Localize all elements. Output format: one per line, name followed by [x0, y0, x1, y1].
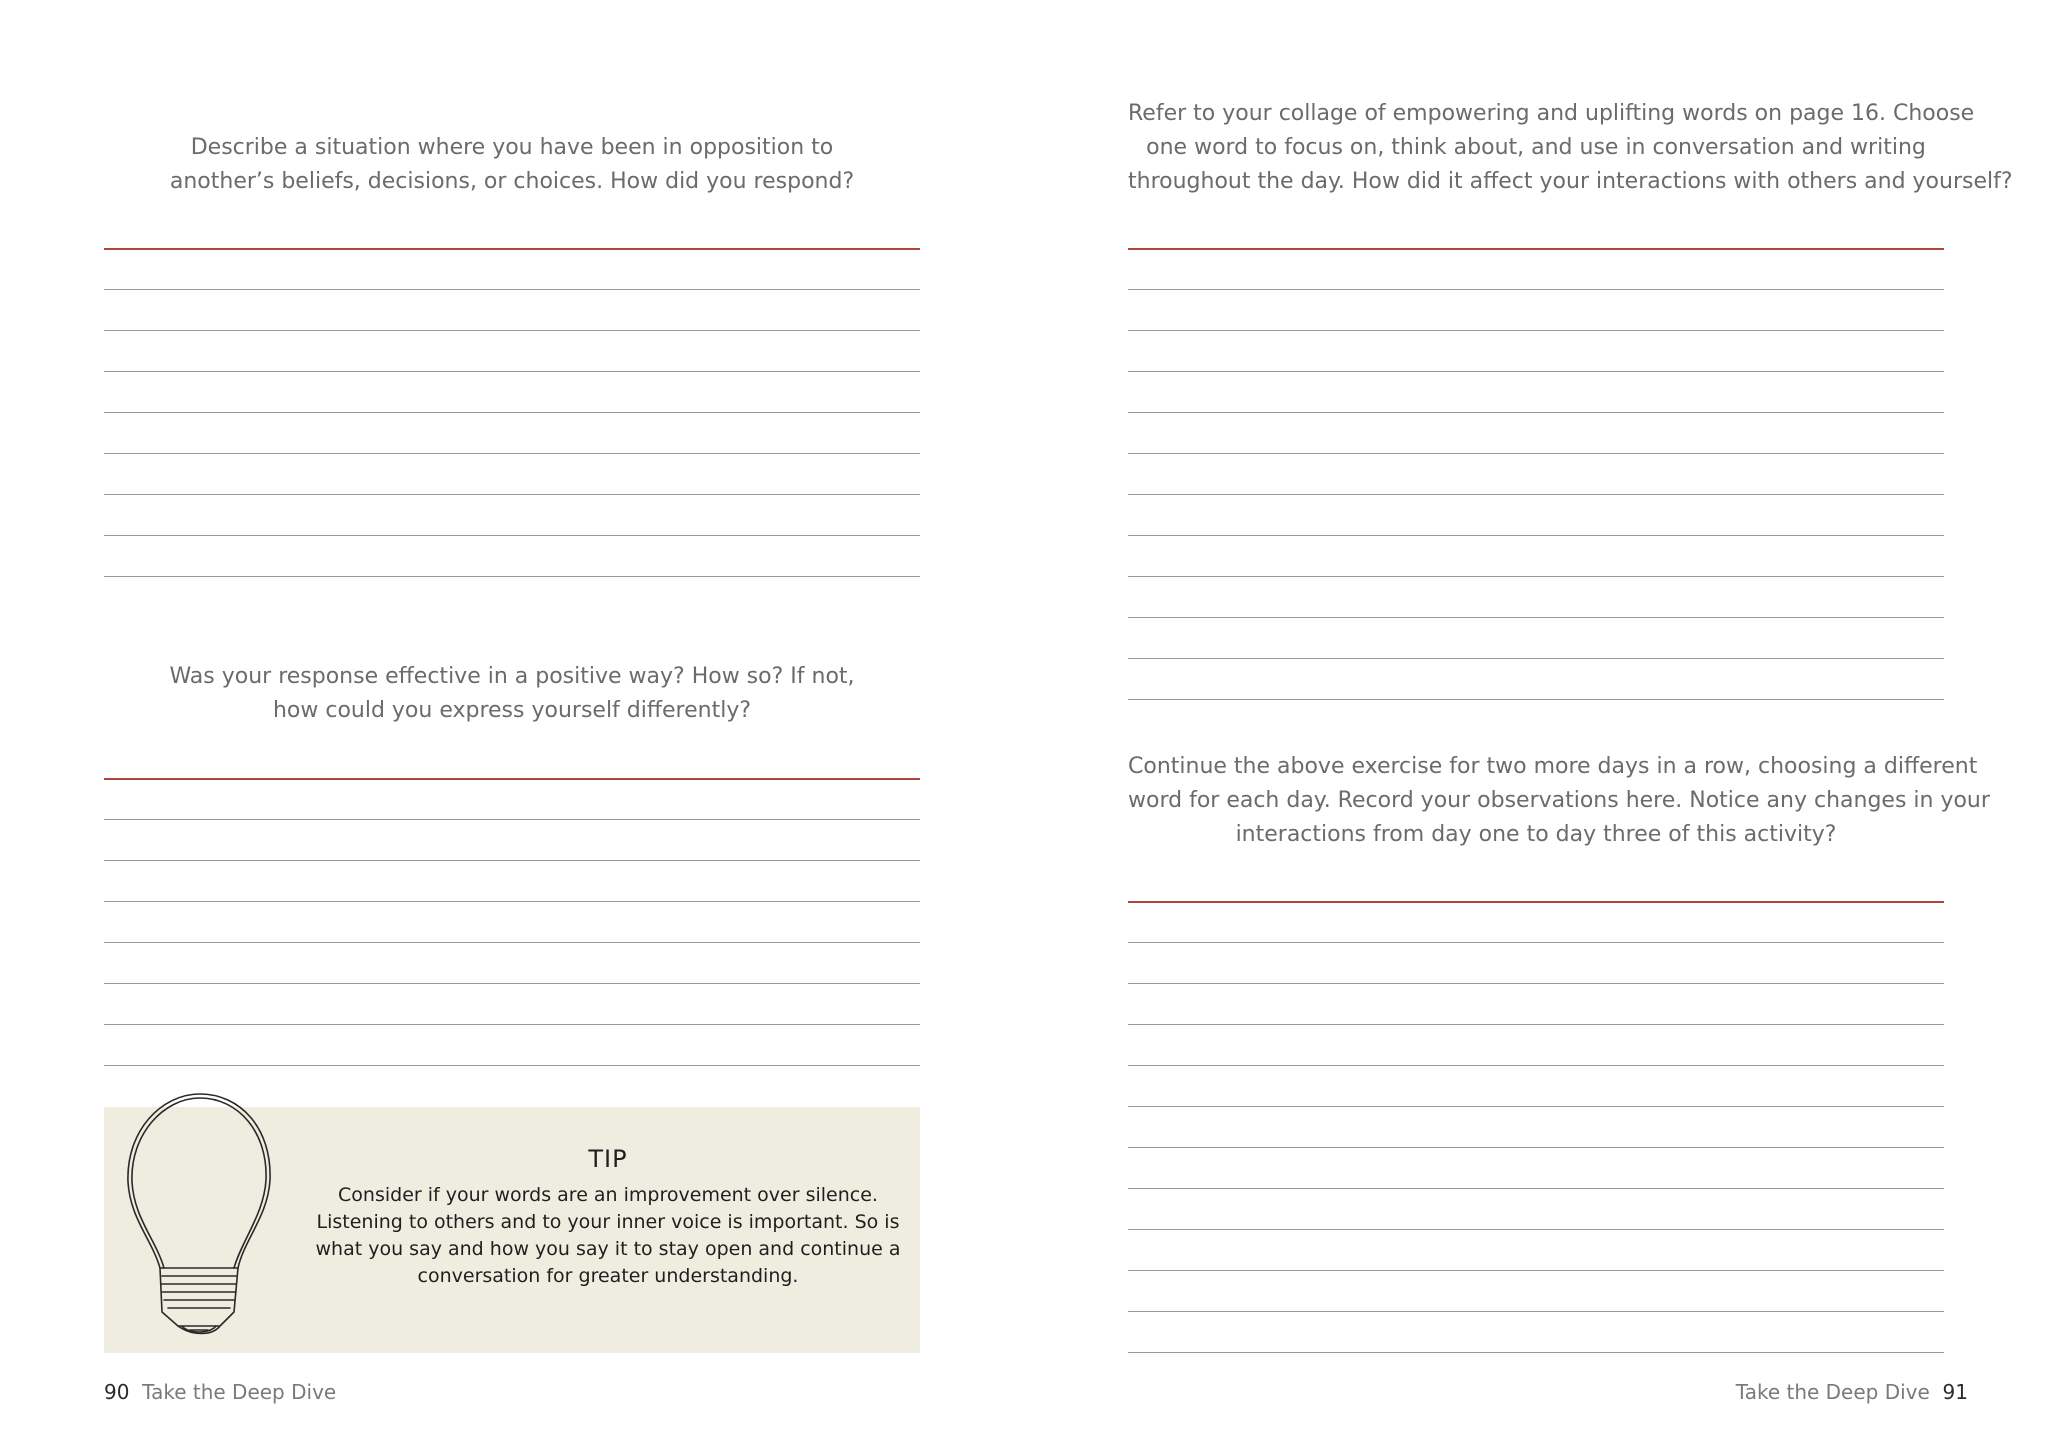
- page-number: 90: [104, 1380, 130, 1404]
- writing-line: [104, 330, 920, 331]
- writing-line: [1128, 699, 1944, 700]
- accent-rule: [1128, 248, 1944, 250]
- tip-line: Listening to others and to your inner voice is important. So is: [316, 1211, 900, 1233]
- accent-rule: [1128, 901, 1944, 903]
- writing-line: [1128, 1147, 1944, 1148]
- accent-rule: [104, 778, 920, 780]
- right-writing-area-2[interactable]: [1128, 901, 1944, 1355]
- writing-line: [104, 1024, 920, 1025]
- writing-line: [1128, 289, 1944, 290]
- writing-line: [104, 535, 920, 536]
- left-writing-area-2[interactable]: [104, 778, 920, 1068]
- left-prompt-1: [104, 131, 920, 199]
- tip-title: TIP: [588, 1145, 628, 1173]
- prompt-line: word for each day. Record your observations here. Notice any changes in your: [1128, 788, 1990, 813]
- tip-line: conversation for greater understanding.: [417, 1265, 799, 1287]
- left-prompt-2: [104, 660, 920, 728]
- writing-line: [104, 819, 920, 820]
- right-prompt-1: [1128, 97, 2013, 199]
- writing-line: [104, 942, 920, 943]
- accent-rule: [104, 248, 920, 250]
- writing-line: [1128, 330, 1944, 331]
- left-footer: [104, 1380, 336, 1404]
- page-number: 91: [1942, 1380, 1968, 1404]
- writing-line: [1128, 494, 1944, 495]
- running-title: Take the Deep Dive: [142, 1380, 337, 1404]
- writing-line: [1128, 453, 1944, 454]
- writing-line: [1128, 412, 1944, 413]
- writing-line: [1128, 1106, 1944, 1107]
- writing-line: [1128, 942, 1944, 943]
- writing-line: [1128, 1311, 1944, 1312]
- right-page: [1024, 0, 2048, 1452]
- prompt-line: throughout the day. How did it affect your interactions with others and yourself?: [1128, 169, 2013, 194]
- prompt-line: one word to focus on, think about, and use in conversation and writing: [1146, 135, 1926, 160]
- writing-line: [104, 860, 920, 861]
- writing-line: [104, 412, 920, 413]
- right-footer: [1736, 1380, 1968, 1404]
- prompt-line: Was your response effective in a positive way? How so? If not,: [169, 664, 855, 689]
- writing-line: [1128, 1065, 1944, 1066]
- writing-line: [1128, 535, 1944, 536]
- writing-line: [104, 371, 920, 372]
- prompt-line: Continue the above exercise for two more days in a row, choosing a different: [1128, 754, 1978, 779]
- writing-line: [104, 1065, 920, 1066]
- writing-line: [104, 453, 920, 454]
- left-writing-area-1[interactable]: [104, 248, 920, 578]
- writing-line: [1128, 1270, 1944, 1271]
- writing-line: [1128, 658, 1944, 659]
- prompt-line: how could you express yourself differently?: [272, 698, 752, 723]
- right-writing-area-1[interactable]: [1128, 248, 1944, 702]
- writing-line: [104, 576, 920, 577]
- right-prompt-2: [1128, 750, 1990, 852]
- writing-line: [104, 289, 920, 290]
- writing-line: [1128, 1188, 1944, 1189]
- prompt-line: Describe a situation where you have been in opposition to: [190, 135, 834, 160]
- prompt-line: another’s beliefs, decisions, or choices. How did you respond?: [169, 169, 855, 194]
- lightbulb-icon: [122, 1090, 282, 1340]
- writing-line: [104, 494, 920, 495]
- writing-line: [1128, 371, 1944, 372]
- tip-line: Consider if your words are an improvement over silence.: [338, 1184, 878, 1206]
- writing-line: [1128, 983, 1944, 984]
- writing-line: [104, 901, 920, 902]
- tip-line: what you say and how you say it to stay open and continue a: [315, 1238, 901, 1260]
- running-title: Take the Deep Dive: [1735, 1380, 1930, 1404]
- writing-line: [1128, 576, 1944, 577]
- tip-text: [306, 1182, 910, 1290]
- prompt-line: interactions from day one to day three of this activity?: [1235, 822, 1837, 847]
- writing-line: [1128, 1229, 1944, 1230]
- writing-line: [1128, 617, 1944, 618]
- writing-line: [1128, 1024, 1944, 1025]
- prompt-line: Refer to your collage of empowering and uplifting words on page 16. Choose: [1128, 101, 1975, 126]
- writing-line: [1128, 1352, 1944, 1353]
- writing-line: [104, 983, 920, 984]
